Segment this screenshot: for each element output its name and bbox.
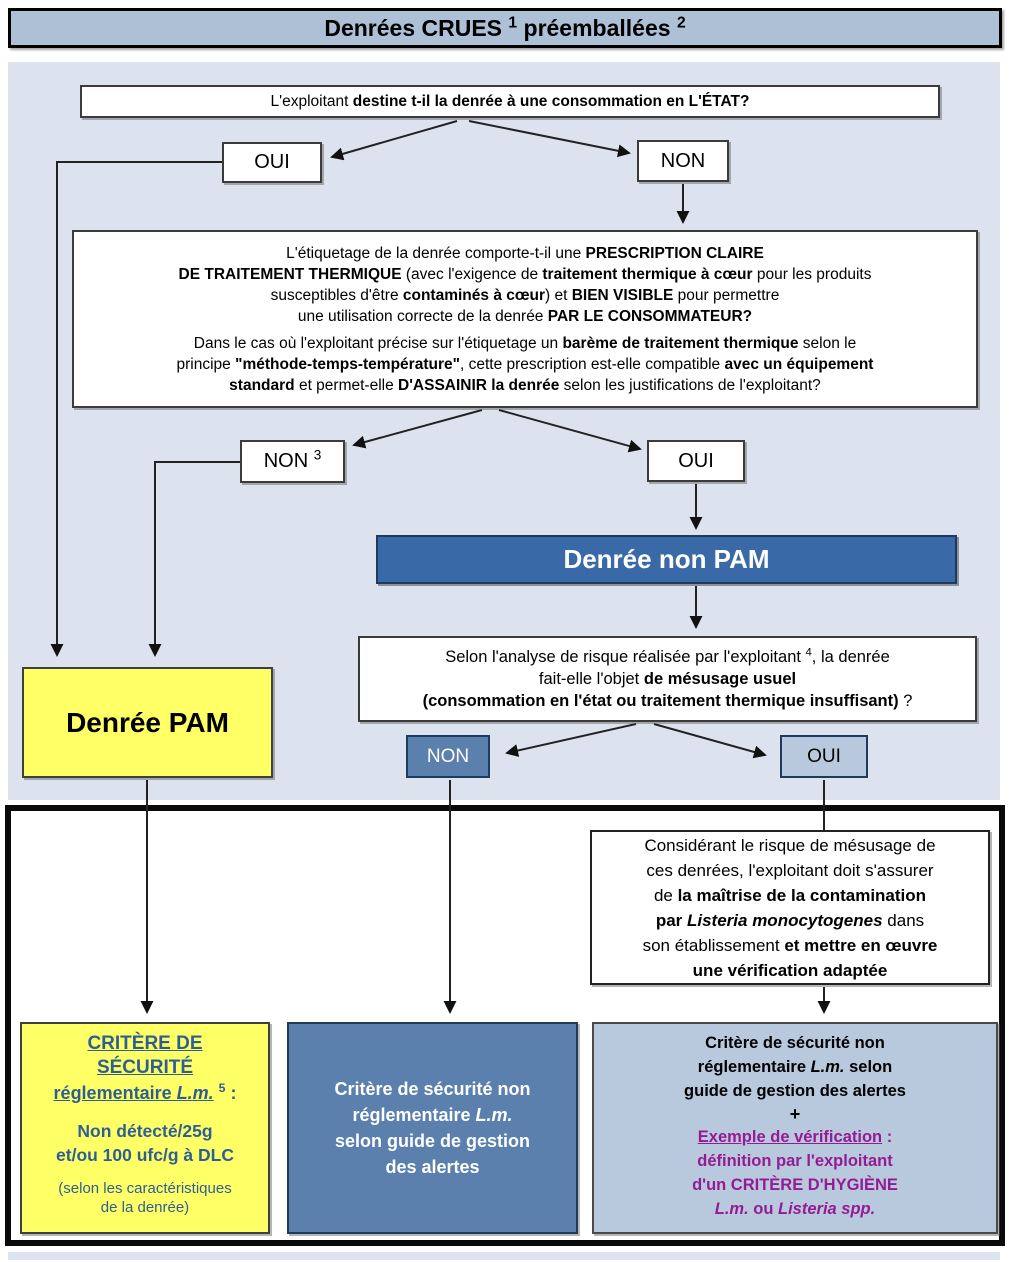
plus-sign: + bbox=[789, 1104, 801, 1124]
alert-criterion-verification-box bbox=[592, 1022, 998, 1234]
labeling-question-box bbox=[72, 230, 978, 408]
alert-criterion-box: Critère de sécurité non réglementaire L.m. selon guide de gestion des alertes bbox=[287, 1022, 578, 1234]
verification-example: Exemple de vérification : définition par l'exploitant d'un CRITÈRE D'HYGIÈNE L.m. ou Listeria spp. bbox=[692, 1128, 898, 1218]
security-criterion-box bbox=[20, 1022, 270, 1234]
security-criterion-subtitle: réglementaire L.m. $^5$ : bbox=[53, 1081, 237, 1103]
non-box-3: NON $^3$ bbox=[240, 440, 345, 483]
security-criterion-limits: Non détecté/25g et/ou 100 ufc/g à DLC bbox=[56, 1121, 234, 1165]
labeling-paragraph-1: L'étiquetage de la denrée comporte-t-il une PRESCRIPTION CLAIRE DE TRAITEMENT THERMIQUE (avec l'exigence de traitement thermique à cœur pour les produits susceptibles d'être contaminés à cœur) et BIEN VISIBLE pour permettre une utilisation correcte de la denrée PAR LE CONSOMMATEUR? bbox=[178, 244, 872, 325]
page-title: Denrées CRUES $^1$ préemballées $^2$ bbox=[8, 8, 1002, 48]
question-consumption-box: L'exploitant destine t-il la denrée à une consommation en L'ÉTAT? bbox=[80, 85, 940, 118]
oui-box-3: OUI bbox=[780, 735, 868, 778]
security-criterion-note: (selon les caractéristiques de la denrée) bbox=[58, 1180, 232, 1216]
footer-strip bbox=[8, 1252, 1000, 1260]
oui-box-2: OUI bbox=[647, 440, 745, 482]
non-box-2: NON bbox=[406, 735, 490, 778]
denree-non-pam-banner: Denrée non PAM bbox=[376, 535, 957, 584]
security-criterion-title: CRITÈRE DE SÉCURITÉ bbox=[87, 1033, 203, 1078]
alert-right-criterion: Critère de sécurité non réglementaire L.m. selon guide de gestion des alertes bbox=[684, 1034, 906, 1100]
considerant-box: Considérant le risque de mésusage de ces denrées, l'exploitant doit s'assurer de la maîtrise de la contamination par Listeria monocytogenes dans son établissement et mettre en œuvre une vérification adaptée bbox=[590, 830, 990, 985]
labeling-paragraph-2: Dans le cas où l'exploitant précise sur l'étiquetage un barème de traitement thermique selon le principe "méthode-temps-température", cette prescription est-elle compatible avec un équipement standard et permet-elle D'ASSAINIR la denrée selon les justifications de l'exploitant? bbox=[176, 334, 874, 394]
oui-box-1: OUI bbox=[222, 142, 322, 183]
non-box-1: NON bbox=[637, 140, 729, 182]
misuse-question-box: Selon l'analyse de risque réalisée par l'exploitant $^4$, la denrée fait-elle l'objet de mésusage usuel (consommation en l'état ou traitement thermique insuffisant) ? bbox=[358, 636, 977, 722]
denree-pam-box: Denrée PAM bbox=[22, 667, 273, 778]
